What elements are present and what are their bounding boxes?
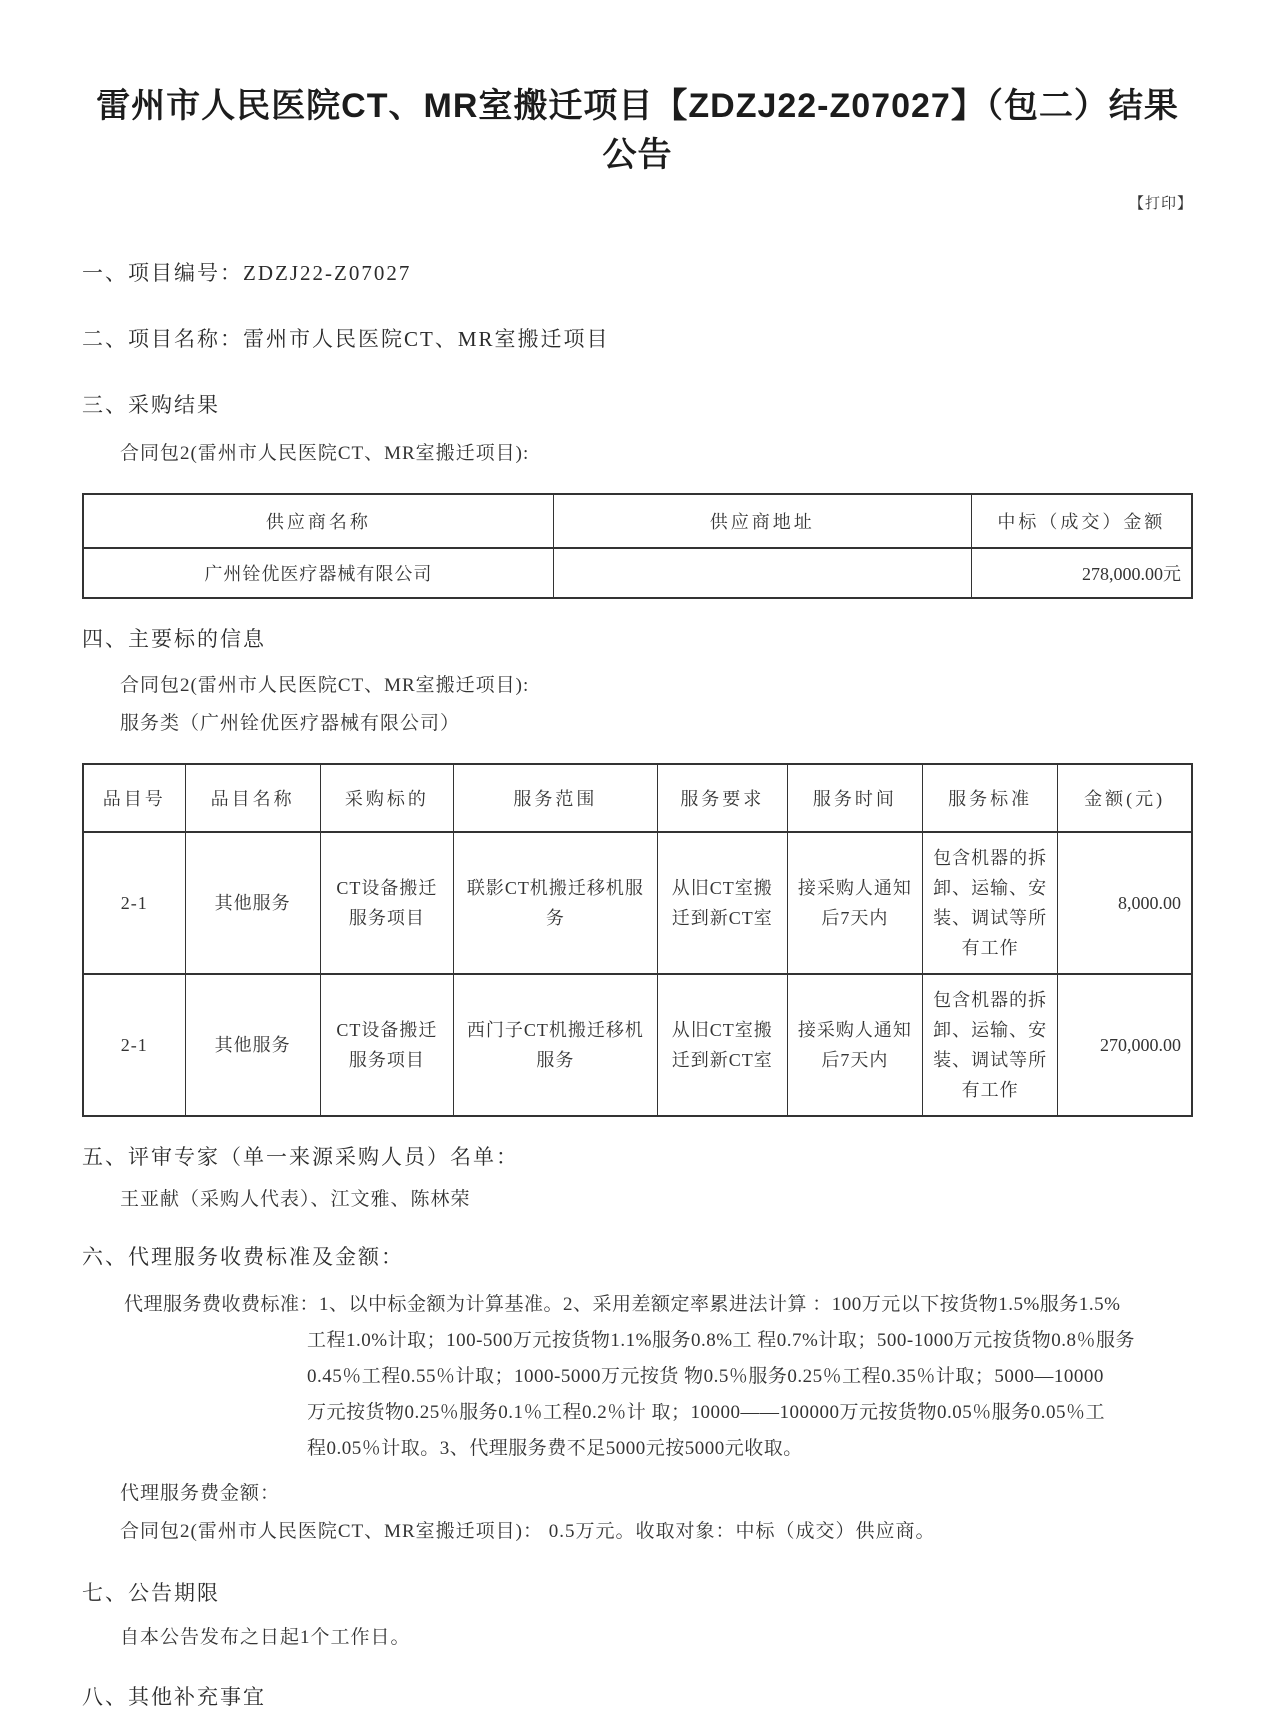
award-amount-header: 中标（成交）金额 bbox=[971, 494, 1192, 548]
item-no-cell: 2-1 bbox=[83, 832, 185, 974]
fee-standard-line: 程0.05％计取。3、代理服务费不足5000元按5000元收取。 bbox=[307, 1438, 803, 1459]
procurement-target-cell: CT设备搬迁服务项目 bbox=[320, 832, 453, 974]
section-heading-agency-fee: 六、代理服务收费标准及金额： bbox=[82, 1245, 404, 1269]
amount-cell: 270,000.00 bbox=[1058, 974, 1192, 1116]
supplier-table bbox=[82, 493, 1193, 599]
service-time-header: 服务时间 bbox=[787, 764, 922, 832]
section-heading-project-name: 二、项目名称：雷州市人民医院CT、MR室搬迁项目 bbox=[82, 327, 610, 351]
service-standard-header: 服务标准 bbox=[922, 764, 1057, 832]
item-no-cell: 2-1 bbox=[83, 974, 185, 1116]
subject-table-row bbox=[83, 832, 1192, 974]
item-name-cell: 其他服务 bbox=[185, 974, 320, 1116]
service-time-cell: 接采购人通知后7天内 bbox=[787, 832, 922, 974]
item-name-cell: 其他服务 bbox=[185, 832, 320, 974]
service-requirement-cell: 从旧CT室搬迁到新CT室 bbox=[657, 832, 787, 974]
supplier-address-cell bbox=[553, 548, 971, 598]
award-amount-cell: 278,000.00元 bbox=[971, 548, 1192, 598]
section-heading-other-matters: 八、其他补充事宜 bbox=[82, 1685, 266, 1709]
amount-header: 金额(元) bbox=[1058, 764, 1192, 832]
fee-standard-line: 工程1.0%计取；100-500万元按货物1.1%服务0.8%工 程0.7%计取；500-1000万元按货物0.8％服务 bbox=[307, 1330, 1135, 1351]
service-standard-cell: 包含机器的拆卸、运输、安装、调试等所有工作 bbox=[922, 832, 1057, 974]
supplier-table-header-row bbox=[83, 494, 1192, 548]
section-heading-main-subject: 四、主要标的信息 bbox=[82, 627, 266, 651]
supplier-name-cell: 广州铨优医疗器械有限公司 bbox=[83, 548, 553, 598]
fee-amount-line: 合同包2(雷州市人民医院CT、MR室搬迁项目)： 0.5万元。收取对象：中标（成交）供应商。 bbox=[120, 1521, 936, 1542]
procurement-target-cell: CT设备搬迁服务项目 bbox=[320, 974, 453, 1116]
page-title: 雷州市人民医院CT、MR室搬迁项目【ZDZJ22-Z07027】（包二）结果公告 bbox=[96, 87, 1179, 174]
service-scope-header: 服务范围 bbox=[453, 764, 657, 832]
document-content bbox=[82, 0, 1193, 1711]
item-name-header: 品目名称 bbox=[185, 764, 320, 832]
service-scope-cell: 联影CT机搬迁移机服务 bbox=[453, 832, 657, 974]
fee-standard-line: 0.45％工程0.55％计取；1000-5000万元按货 物0.5％服务0.25％工程0.35％计取；5000—10000 bbox=[307, 1366, 1104, 1387]
announcement-period-body: 自本公告发布之日起1个工作日。 bbox=[120, 1627, 411, 1648]
fee-standard-line: 万元按货物0.25％服务0.1％工程0.2％计 取；10000——100000万元按货物0.05％服务0.05％工 bbox=[307, 1402, 1106, 1423]
section-heading-procurement-result: 三、采购结果 bbox=[82, 393, 220, 417]
subject-table-row bbox=[83, 974, 1192, 1116]
fee-amount-label: 代理服务费金额： bbox=[120, 1483, 281, 1504]
service-scope-cell: 西门子CT机搬迁移机服务 bbox=[453, 974, 657, 1116]
service-standard-cell: 包含机器的拆卸、运输、安装、调试等所有工作 bbox=[922, 974, 1057, 1116]
print-row bbox=[82, 192, 1193, 213]
item-no-header: 品目号 bbox=[83, 764, 185, 832]
supplier-table-row bbox=[83, 548, 1192, 598]
subject-package-line: 合同包2(雷州市人民医院CT、MR室搬迁项目): bbox=[120, 675, 530, 696]
service-requirement-header: 服务要求 bbox=[657, 764, 787, 832]
supplier-address-header: 供应商地址 bbox=[553, 494, 971, 548]
subject-detail-table bbox=[82, 763, 1193, 1117]
subject-table-header-row bbox=[83, 764, 1192, 832]
procurement-target-header: 采购标的 bbox=[320, 764, 453, 832]
service-requirement-cell: 从旧CT室搬迁到新CT室 bbox=[657, 974, 787, 1116]
section-heading-experts: 五、评审专家（单一来源采购人员）名单： bbox=[82, 1145, 519, 1169]
expert-names: 王亚献（采购人代表）、江文雅、陈林荣 bbox=[120, 1189, 471, 1210]
fee-standard-line: 代理服务费收费标准：1、以中标金额为计算基准。2、采用差额定率累进法计算 ：100万元以下按货物1.5%服务1.5% bbox=[124, 1294, 1121, 1315]
service-time-cell: 接采购人通知后7天内 bbox=[787, 974, 922, 1116]
procurement-package-line: 合同包2(雷州市人民医院CT、MR室搬迁项目): bbox=[120, 443, 530, 464]
section-heading-project-number: 一、项目编号：ZDZJ22-Z07027 bbox=[82, 261, 412, 285]
subject-category-line: 服务类（广州铨优医疗器械有限公司） bbox=[120, 713, 461, 734]
section-heading-announcement-period: 七、公告期限 bbox=[82, 1581, 220, 1605]
print-button[interactable]: 【打印】 bbox=[1128, 196, 1193, 212]
amount-cell: 8,000.00 bbox=[1058, 832, 1192, 974]
supplier-name-header: 供应商名称 bbox=[83, 494, 553, 548]
